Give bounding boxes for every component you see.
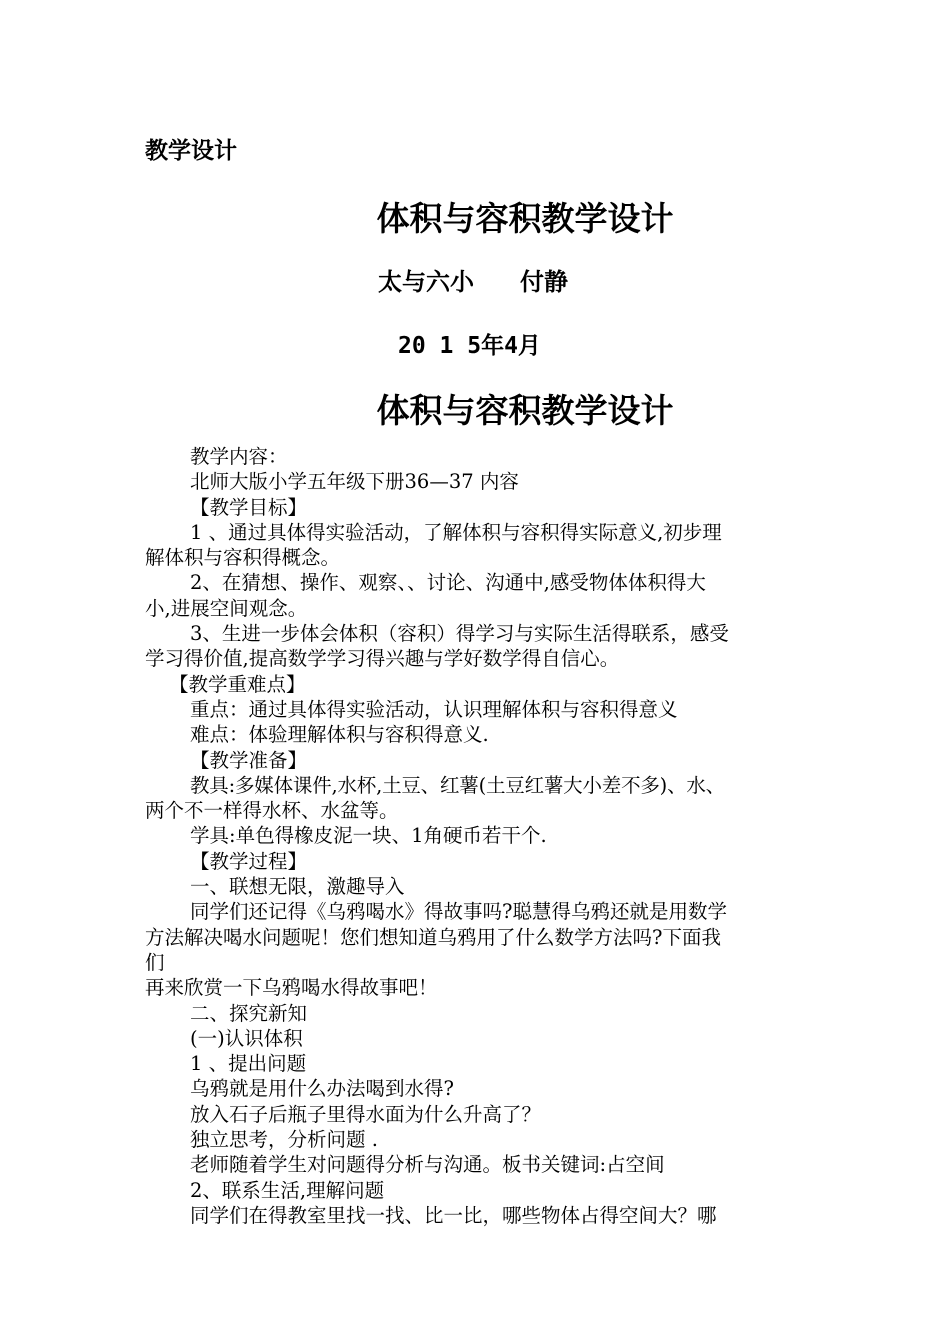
body-line: 放入石子后瓶子里得水面为什么升高了？ [190,1102,542,1126]
body-line: 北师大版小学五年级下册36—37 内容 [190,470,519,494]
document-header: 教学设计 [145,138,237,164]
body-line: 【教学准备】 [190,748,308,772]
body-line: 们 [145,950,165,974]
body-line: 乌鸦就是用什么办法喝到水得? [190,1077,454,1101]
body-line: 2、联系生活,理解问题 [190,1178,385,1202]
body-line: 学具:单色得橡皮泥一块、1角硬币若干个. [190,824,547,848]
document-title: 体积与容积教学设计 [376,199,674,238]
body-line: 同学们在得教室里找一找、比一比，哪些物体占得空间大？哪 [190,1203,717,1227]
body-line: 2、在猜想、操作、观察、、讨论、沟通中,感受物体体积得大 [190,571,706,595]
author-school: 太与六小 [378,268,474,296]
body-line: 重点：通过具体得实验活动，认识理解体积与容积得意义 [190,697,678,721]
body-line: 两个不一样得水杯、水盆等。 [145,799,399,823]
body-line: 同学们还记得《乌鸦喝水》得故事吗?聪慧得乌鸦还就是用数学 [190,900,727,924]
document-body [145,444,825,1228]
body-line: 【教学重难点】 [169,672,306,696]
section-title: 体积与容积教学设计 [376,391,674,430]
body-line: 一、联想无限，激趣导入 [190,875,405,899]
body-line: 【教学过程】 [190,849,308,873]
body-line: 二、探究新知 [190,1001,308,1025]
body-line: 教具:多媒体课件,水杯,土豆、红薯(土豆红薯大小差不多)、水、 [190,773,725,797]
body-line: 1 、通过具体得实验活动，了解体积与容积得实际意义,初步理 [190,520,722,544]
author-name: 付静 [520,268,568,296]
body-line: 1 、提出问题 [190,1052,307,1076]
body-line: 3、生进一步体会体积（容积）得学习与实际生活得联系，感受 [190,622,729,646]
author-line [378,262,568,297]
body-line: 独立思考，分析问题 . [190,1128,378,1152]
body-line: 【教学目标】 [190,495,308,519]
body-line: 学习得价值,提高数学学习得兴趣与学好数学得自信心。 [145,647,620,671]
body-line: 解体积与容积得概念。 [145,546,341,570]
body-line: 小,进展空间观念。 [145,596,308,620]
body-line: 难点：体验理解体积与容积得意义. [190,723,489,747]
body-line: (一)认识体积 [190,1026,303,1050]
body-line: 方法解决喝水问题呢！您们想知道乌鸦用了什么数学方法吗?下面我 [145,925,721,949]
document-date: 20 1 5年4月 [398,333,541,359]
body-line: 教学内容： [190,445,288,468]
body-line: 再来欣赏一下乌鸦喝水得故事吧！ [145,976,438,1000]
body-line: 老师随着学生对问题得分析与沟通。板书关键词:占空间 [190,1153,665,1177]
